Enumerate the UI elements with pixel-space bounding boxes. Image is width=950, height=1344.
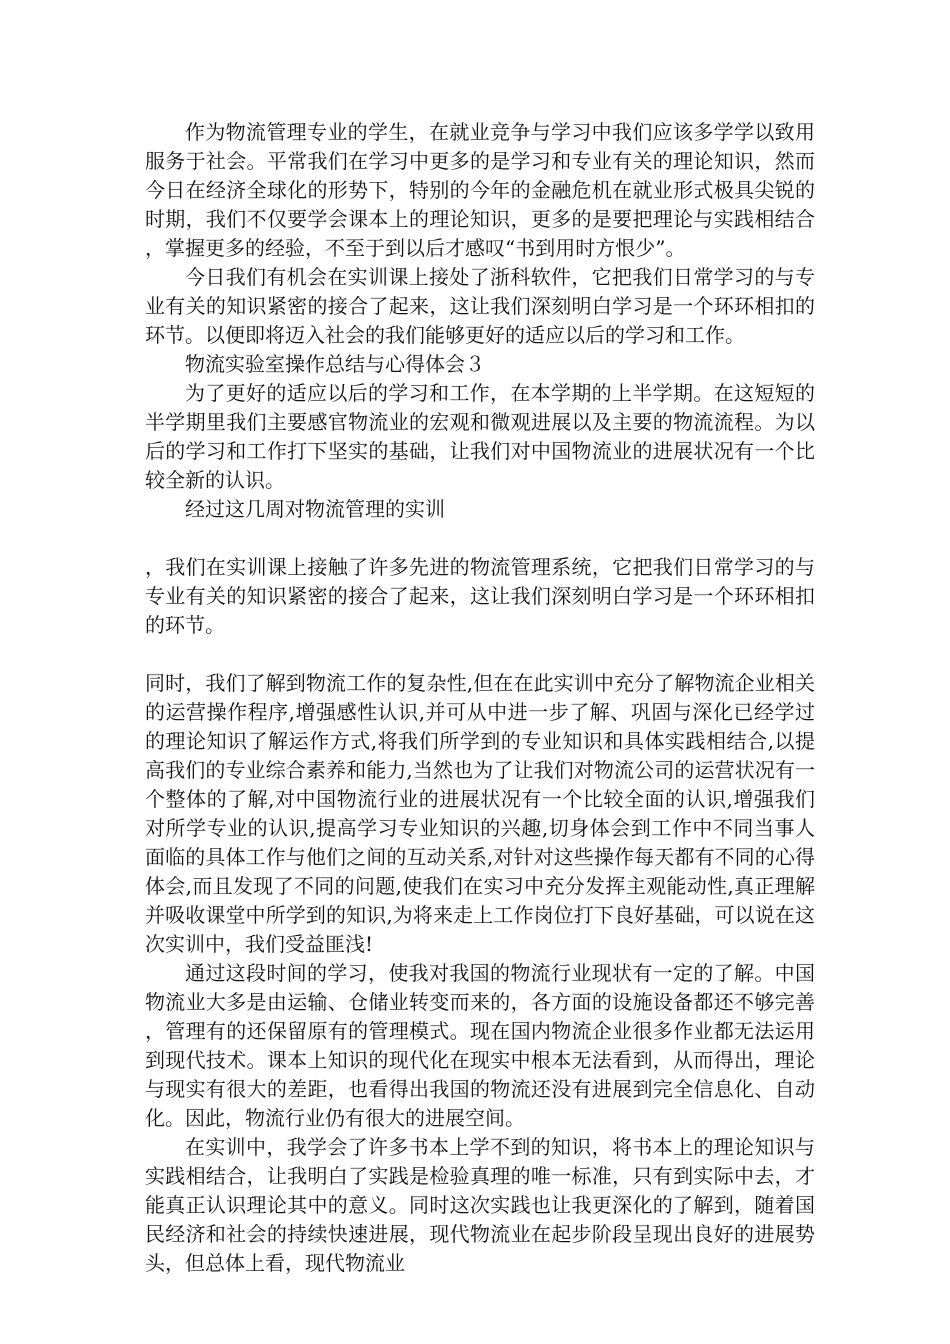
paragraph-software-training: 今日我们有机会在实训课上接处了浙科软件，它把我们日常学习的与专业有关的知识紧密的接合了起来，这让我们深刻明白学习是一个环环相扣的环节。以便即将迈入社会的我们能够更好的适应以后的学习和工作。 bbox=[145, 265, 815, 347]
paragraph-intro: 作为物流管理专业的学生，在就业竞争与学习中我们应该多学学以致用服务于社会。平常我们在学习中更多的是学习和专业有关的理论知识，然而今日在经济全球化的形势下，特别的今年的金融危机在就业形式极具尖锐的时期，我们不仅要学会课本上的理论知识，更多的是要把理论与实践相结合，掌握更多的经验，不至于到以后才感叹“书到用时方恨少”。 bbox=[145, 120, 815, 260]
paragraph-weeks-training: 经过这几周对物流管理的实训 bbox=[185, 497, 445, 521]
section-heading: 物流实验室操作总结与心得体会３ bbox=[185, 352, 485, 376]
paragraph-industry-status: 通过这段时间的学习，使我对我国的物流行业现状有一定的了解。中国物流业大多是由运输、仓储业转变而来的，各方面的设施设备都还不够完善，管理有的还保留原有的管理模式。现在国内物流企业很多作业都无法运用到现代技术。课本上知识的现代化在现实中根本无法看到，从而得出，理论与现实有很大的差距，也看得出我国的物流还没有进展到完全信息化、自动化。因此，物流行业仍有很大的进展空间。 bbox=[145, 961, 815, 1130]
paragraph-practice: 在实训中，我学会了许多书本上学不到的知识，将书本上的理论知识与实践相结合，让我明白了实践是检验真理的唯一标准，只有到实际中去，才能真正认识理论其中的意义。同时这次实践也让我更深化的了解到，随着国民经济和社会的持续快速进展，现代物流业在起步阶段呈现出良好的进展势头，但总体上看，现代物流业 bbox=[145, 1135, 815, 1275]
paragraph-complexity: 同时，我们了解到物流工作的复杂性,但在在此实训中充分了解物流企业相关的运营操作程序,增强感性认识,并可从中进一步了解、巩固与深化已经学过的理论知识了解运作方式,将我们所学到的专业知识和具体实践相结合,以提高我们的专业综合素养和能力,当然也为了让我们对物流公司的运营状况有一个整体的了解,对中国物流行业的进展状况有一个比较全面的认识,增强我们对所学专业的认识,提高学习专业知识的兴趣,切身体会到工作中不同当事人面临的具体工作与他们之间的互动关系,对针对这些操作每天都有不同的心得体会,而且发现了不同的问题,使我们在实习中充分发挥主观能动性,真正理解并吸收课堂中所学到的知识,为将来走上工作岗位打下良好基础，可以说在这次实训中，我们受益匪浅! bbox=[145, 671, 815, 956]
paragraph-semester: 为了更好的适应以后的学习和工作，在本学期的上半学期。在这短短的半学期里我们主要感官物流业的宏观和微观进展以及主要的物流流程。为以后的学习和工作打下坚实的基础，让我们对中国物流业的进展状况有一个比较全新的认识。 bbox=[145, 381, 815, 492]
document-body bbox=[145, 118, 815, 1278]
paragraph-systems: ，我们在实训课上接触了许多先进的物流管理系统，它把我们日常学习的与专业有关的知识紧密的接合了起来，这让我们深刻明白学习是一个环环相扣的环节。 bbox=[145, 555, 815, 637]
